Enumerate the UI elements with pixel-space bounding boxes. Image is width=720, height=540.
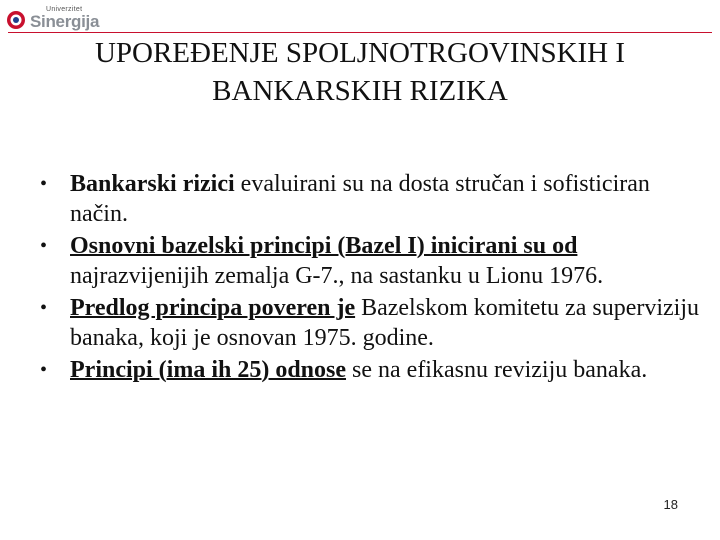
bullet-icon: • [40,297,48,319]
bullet-icon: • [40,235,48,257]
slide-title-line-2: BANKARSKIH RIZIKA [212,75,508,107]
logo-name: Sinergija [30,12,100,31]
bullet-icon: • [40,173,48,195]
sinergija-logo-icon [6,10,26,30]
bullet-1-emphasis: Bankarski rizici [70,171,235,197]
slide-title-line-1: UPOREĐENJE SPOLJNOTRGOVINSKIH I [94,37,626,69]
logo-subtitle: Univerzitet [46,6,83,13]
page-number: 18 [663,497,678,512]
bullet-3-emphasis: Predlog principa poveren je [70,295,356,321]
header-divider [8,32,712,33]
university-logo [6,4,100,34]
bullet-item-1 [40,169,704,229]
bullet-2-text: najrazvijenijih zemalja G-7., na sastanku u Lionu 1976. [70,263,604,289]
bullet-4-emphasis: Principi (ima ih 25) odnose [70,357,347,383]
bullet-3-text: Bazelskom komitetu za superviziju banaka, koji je osnovan 1975. godine. [70,295,700,351]
bullet-icon: • [40,359,48,381]
bullet-1-text: evaluirani su na dosta stručan i sofisticiran način. [70,171,650,227]
slide-title [0,34,720,110]
bullet-4-text: se na efikasnu reviziju banaka. [346,357,648,383]
bullet-item-2 [40,231,704,291]
bullet-item-4 [40,355,704,385]
bullet-item-3 [40,293,704,353]
bullet-2-emphasis: Osnovni bazelski principi (Bazel I) inicirani su od [70,233,578,259]
bullet-list [40,169,704,387]
